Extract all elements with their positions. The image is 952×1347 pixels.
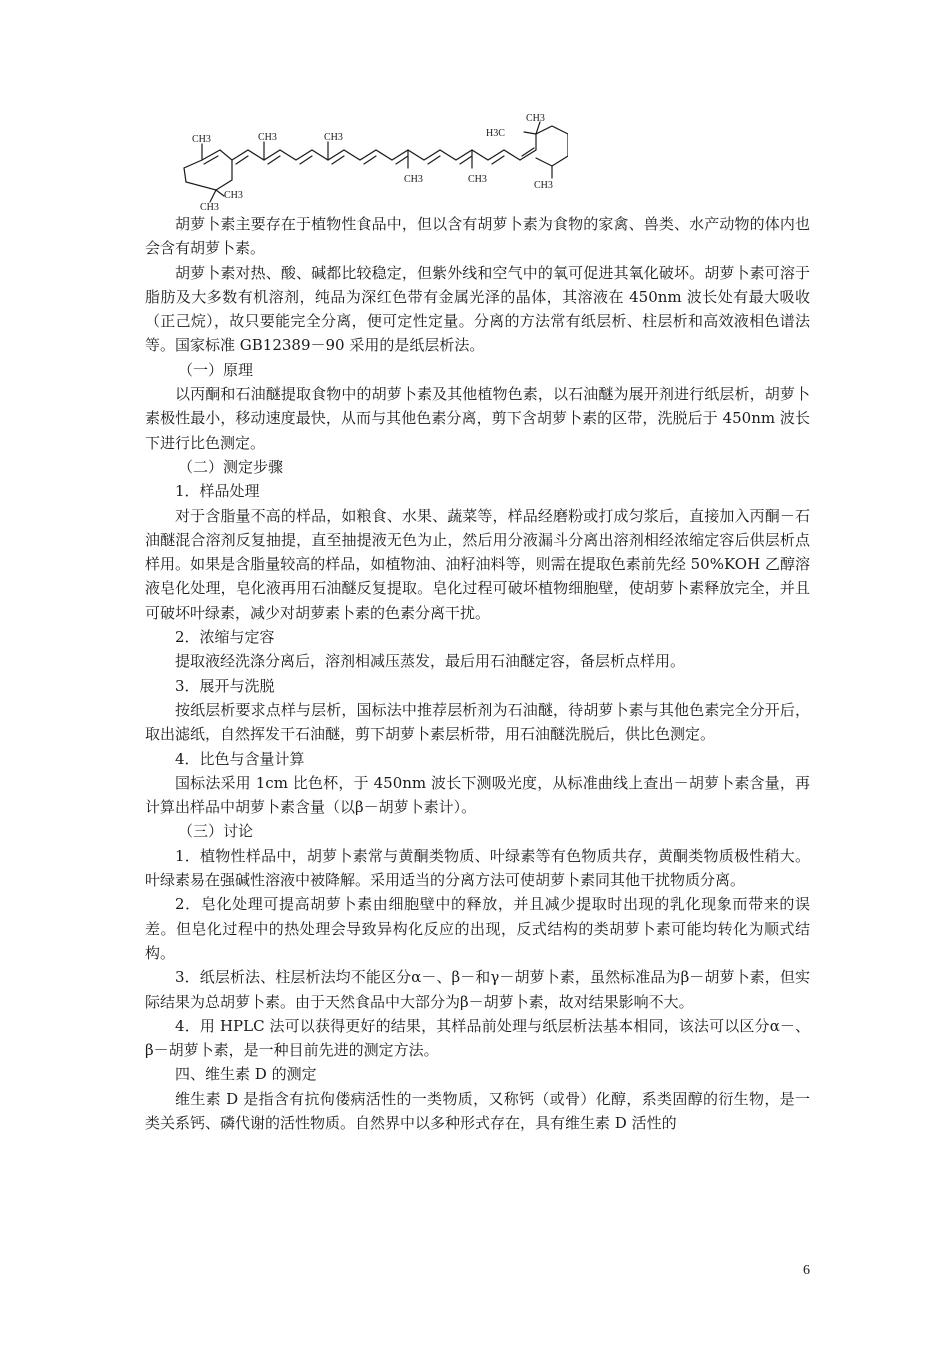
paragraph: 1．植物性样品中，胡萝卜素常与黄酮类物质、叶绿素等有色物质共存，黄酮类物质极性稍大。叶绿素易在强碱性溶液中被降解。采用适当的分离方法可使胡萝卜素同其他干扰物质分离。 (145, 846, 810, 890)
paragraph: 提取液经洗涤分离后，溶剂相减压蒸发，最后用石油醚定容，备层析点样用。 (175, 652, 686, 671)
section-heading: （二）测定步骤 (178, 457, 284, 476)
section-heading: （一）原理 (178, 360, 254, 379)
paragraph: 胡萝卜素主要存在于植物性食品中，但以含有胡萝卜素为食物的家禽、兽类、水产动物的体内也会含有胡萝卜素。 (145, 215, 810, 258)
paragraph: 以丙酮和石油醚提取食物中的胡萝卜素及其他植物色素，以石油醚为展开剂进行纸层析，胡萝卜素极性最小，移动速度最快，从而与其他色素分离，剪下含胡萝卜素的区带，洗脱后于 450nm 波长下进行比色测定。 (145, 385, 810, 452)
body-text (145, 212, 810, 1135)
ch3-label: CH3 (192, 134, 211, 145)
ch3-label: CH3 (468, 174, 487, 185)
subsection-heading: 4．比色与含量计算 (175, 749, 305, 768)
h3c-label: H3C (486, 128, 505, 139)
page-number: 6 (803, 1263, 810, 1278)
paragraph: 2．皂化处理可提高胡萝卜素由细胞壁中的释放，并且减少提取时出现的乳化现象而带来的误差。但皂化过程中的热处理会导致异构化反应的出现，反式结构的类胡萝卜素可能均转化为顺式结构。 (145, 895, 810, 962)
paragraph: 按纸层析要求点样与层析，国标法中推荐层析剂为石油醚，待胡萝卜素与其他色素完全分开后，取出滤纸，自然挥发干石油醚，剪下胡萝卜素层析带，用石油醚洗脱后，供比色测定。 (145, 700, 810, 744)
ch3-label: CH3 (534, 180, 553, 191)
beta-carotene-structure-figure (178, 112, 568, 216)
ch3-label: CH3 (200, 202, 219, 213)
chemical-structure-diagram (178, 112, 568, 216)
section-heading: 四、维生素 D 的测定 (175, 1065, 317, 1084)
section-heading: （三）讨论 (178, 822, 254, 841)
paragraph: 国标法采用 1cm 比色杯，于 450nm 波长下测吸光度，从标准曲线上查出－胡萝卜素含量，再计算出样品中胡萝卜素含量（以β－胡萝卜素计）。 (145, 773, 810, 817)
ch3-label: CH3 (526, 113, 545, 124)
ch3-label: CH3 (224, 190, 243, 201)
ch3-label: CH3 (324, 132, 343, 143)
ch3-label: CH3 (258, 132, 277, 143)
paragraph: 维生素 D 是指含有抗佝偻病活性的一类物质，又称钙（或骨）化醇，系类固醇的衍生物，是一类关系钙、磷代谢的活性物质。自然界中以多种形式存在，具有维生素 D 活性的 (145, 1089, 810, 1132)
paragraph: 胡萝卜素对热、酸、碱都比较稳定，但紫外线和空气中的氧可促进其氧化破坏。胡萝卜素可溶于脂肪及大多数有机溶剂，纯品为深红色带有金属光泽的晶体，其溶液在 450nm 波长处有最大吸收（正己烷），故只要能完全分离，便可定性定量。分离的方法常有纸层析、柱层析和高效液相色谱法等。国家标准 GB12389－90 采用的是纸层析法。 (145, 263, 810, 355)
subsection-heading: 1．样品处理 (175, 482, 260, 501)
ch3-label: CH3 (404, 174, 423, 185)
paragraph: 对于含脂量不高的样品，如粮食、水果、蔬菜等，样品经磨粉或打成匀浆后，直接加入丙酮－石油醚混合溶剂反复抽提，直至抽提液无色为止，然后用分液漏斗分离出溶剂相经浓缩定容后供层析点样用。如果是含脂量较高的样品，如植物油、油籽油料等，则需在提取色素前先经 50%KOH 乙醇溶液皂化处理，皂化液再用石油醚反复提取。皂化过程可破坏植物细胞壁，使胡萝卜素释放完全，并且可破坏叶绿素，减少对胡萝素卜素的色素分离干扰。 (145, 506, 810, 622)
paragraph: 4．用 HPLC 法可以获得更好的结果，其样品前处理与纸层析法基本相同，该法可以区分α－、β－胡萝卜素，是一种目前先进的测定方法。 (145, 1016, 810, 1060)
subsection-heading: 3．展开与洗脱 (175, 676, 275, 695)
subsection-heading: 2．浓缩与定容 (175, 628, 275, 647)
paragraph: 3．纸层析法、柱层析法均不能区分α－、β－和γ－胡萝卜素，虽然标准品为β－胡萝卜素，但实际结果为总胡萝卜素。由于天然食品中大部分为β－胡萝卜素，故对结果影响不大。 (145, 968, 810, 1011)
